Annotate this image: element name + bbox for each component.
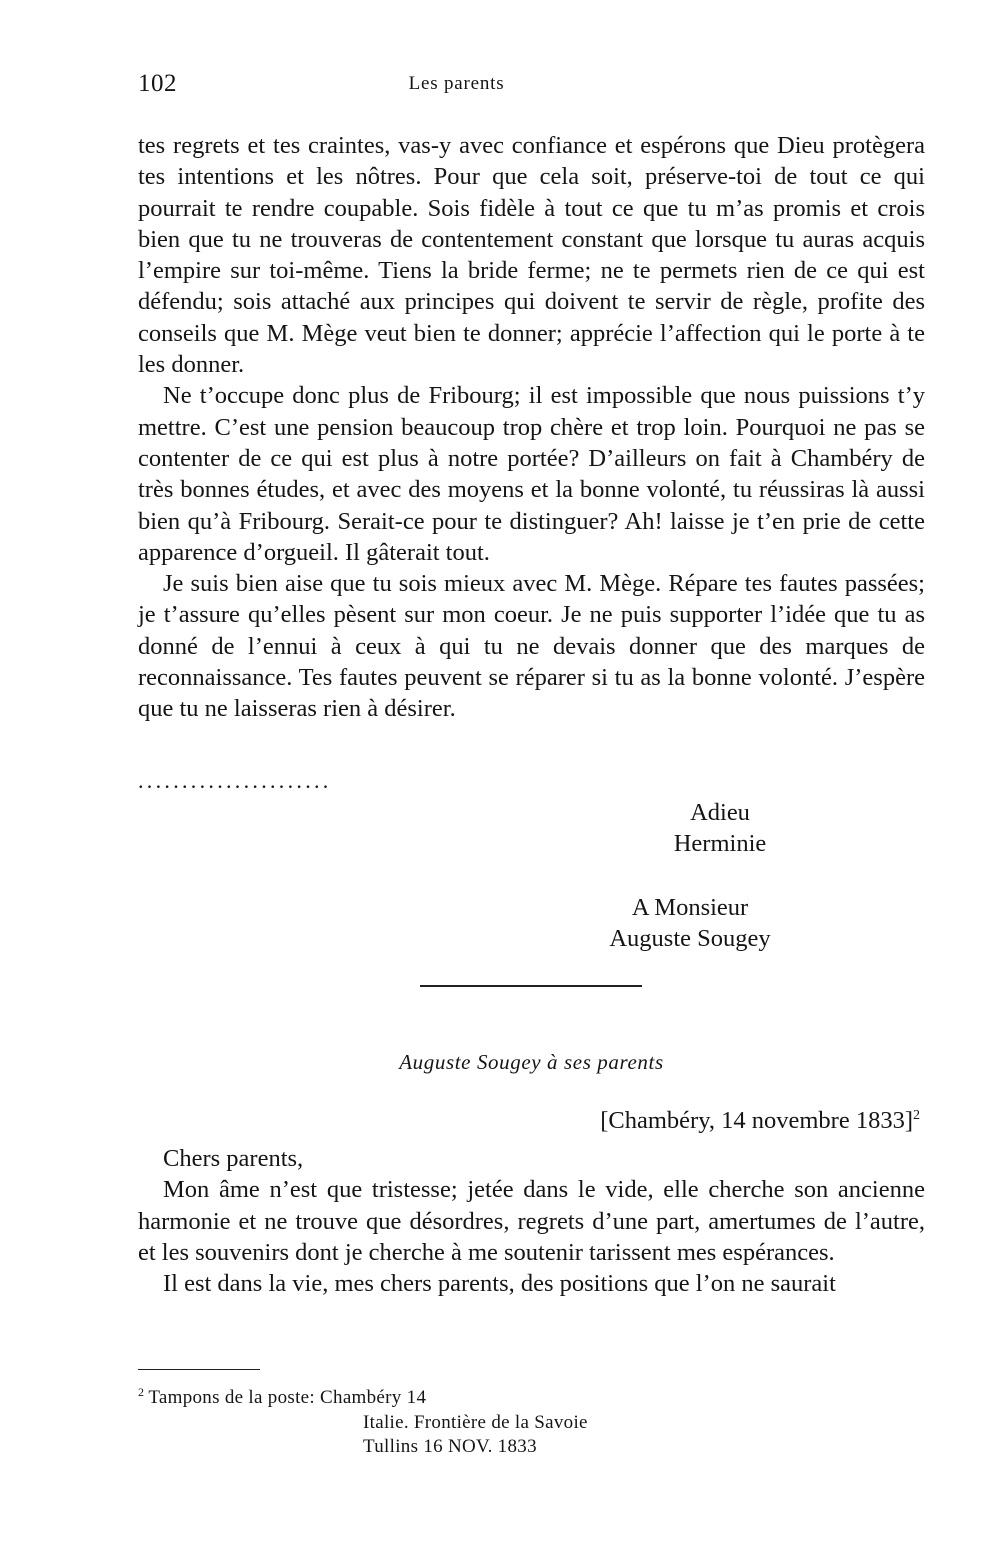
address-block bbox=[510, 892, 870, 954]
signature-block bbox=[520, 797, 920, 859]
salutation: Chers parents, bbox=[163, 1145, 304, 1172]
footnote-rule bbox=[138, 1369, 260, 1370]
dateline bbox=[500, 1107, 920, 1135]
dateline-text: [Chambéry, 14 novembre 1833] bbox=[600, 1107, 913, 1134]
page-number: 102 bbox=[138, 70, 177, 97]
page-header bbox=[138, 70, 775, 104]
signature-name: Herminie bbox=[673, 830, 767, 857]
footnote-text: Chambéry 14 bbox=[320, 1387, 427, 1408]
paragraph: Mon âme n’est que tristesse; jetée dans le vide, elle cherche son ancienne harmonie et ne trouve que désordres, regrets d’une part, amertumes de l’autre, et les souvenirs dont je cherche à me soutenir tarissent mes espérances. bbox=[138, 1176, 925, 1266]
ellipsis-dots: ...................... bbox=[138, 768, 332, 793]
paragraph: tes regrets et tes craintes, vas-y avec confiance et espérons que Dieu protègera tes intentions et les nôtres. Pour que cela soit, préserve-toi de tout ce qui pourrait te rendre coupable. Sois fidèle à tout ce que tu m’as promis et crois bien que tu ne trouveras de contentement constant que lorsque tu auras acquis l’empire sur toi-même. Tiens la bride ferme; ne te permets rien de ce qui est défendu; sois attaché aux principes qui doivent te servir de règle, profite des conseils que M. Mège veut bien te donner; apprécie l’affection qui le porte à te les donner. bbox=[138, 132, 925, 379]
footnote-line bbox=[138, 1386, 588, 1411]
letter-one-body bbox=[138, 130, 925, 725]
footnote-reference: 2 bbox=[913, 1107, 920, 1123]
footnote-mark: 2 bbox=[138, 1384, 145, 1399]
paragraph: Il est dans la vie, mes chers parents, des positions que l’on ne saurait bbox=[163, 1270, 836, 1298]
address-line: A Monsieur bbox=[631, 894, 749, 921]
closing: Adieu bbox=[690, 799, 750, 826]
paragraph: Je suis bien aise que tu sois mieux avec M. Mège. Répare tes fautes passées; je t’assure qu’elles pèsent sur mon coeur. Je ne puis supporter l’idée que tu as donné de l’ennui à ceux à qui tu ne devais donner que des marques de reconnaissance. Tes fautes peuvent se réparer si tu as la bonne volonté. J’espère que tu ne laisseras rien à désirer. bbox=[138, 570, 925, 723]
footnote-line: Tullins 16 NOV. 1833 bbox=[363, 1436, 537, 1457]
running-head: Les parents bbox=[408, 73, 505, 94]
section-divider bbox=[420, 985, 642, 987]
letter-title: Auguste Sougey à ses parents bbox=[399, 1050, 664, 1074]
footnote-label: Tampons de la poste: bbox=[148, 1387, 315, 1408]
letter-two-body bbox=[138, 1143, 925, 1299]
footnote-line: Italie. Frontière de la Savoie bbox=[363, 1411, 588, 1433]
address-line: Auguste Sougey bbox=[609, 925, 771, 952]
paragraph: Ne t’occupe donc plus de Fribourg; il est impossible que nous puissions t’y mettre. C’est une pension beaucoup trop chère et trop loin. Pourquoi ne pas se contenter de ce qui est plus à notre portée? D’ailleurs on fait à Chambéry de très bonnes études, et avec des moyens et la bonne volonté, tu réussiras là aussi bien qu’à Fribourg. Serait-ce pour te distinguer? Ah! laisse je t’en prie de cette apparence d’orgueil. Il gâterait tout. bbox=[138, 382, 925, 566]
footnote bbox=[138, 1386, 588, 1460]
